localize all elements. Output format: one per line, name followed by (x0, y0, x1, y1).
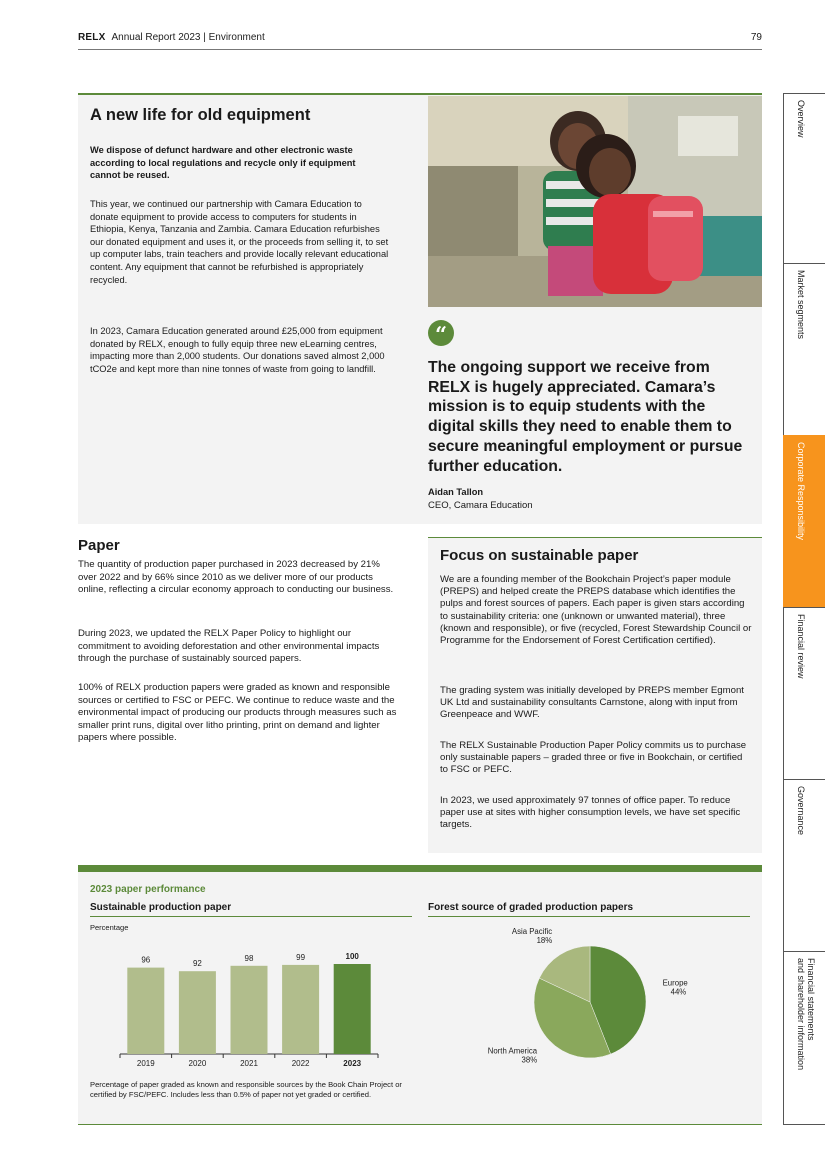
paper-paragraph: The quantity of production paper purchased in 2023 decreased by 21% over 2022 and by 66% since 2010 as we deliver more of our products online, reflecting a circular economy approach to conducting our business. (78, 559, 394, 596)
focus-paragraph: The RELX Sustainable Production Paper Policy commits us to purchase only sustainable papers – graded three or five in Bookchain, or certified to FSC or PEFC. (440, 740, 747, 776)
bar-value-label: 96 (141, 955, 151, 965)
equipment-paragraph: This year, we continued our partnership with Camara Education to donate equipment to provide access to computers for students in Ethiopia, Kenya, Tanzania and Zambia. Camara Education refurbishes our donated equipment and uses it, or the proceeds from selling it, to set up computer labs, train teachers and provide locally relevant educational content. Any equipment that cannot be refurbished is appropriately recycled. (90, 199, 389, 285)
bar (334, 964, 371, 1054)
bar-value-label: 98 (244, 953, 254, 963)
focus-paragraph: We are a founding member of the Bookchain Project’s paper module (PREPS) and helped create the PREPS database which identifies the pulps and forest sources of papers. Each paper is given stars according to sustainability criteria: one (unknown or unwanted material), three (known and responsible), or five (recycled, Forest Stewardship Council or Programme for the Endorsement of Forest Certification certified). (440, 574, 752, 647)
paper-paragraph: 100% of RELX production papers were graded as known and responsible sources or certified to FSC or PEFC. We continue to reduce waste and the environmental impact of producing our products through measures such as smaller print runs, digital over litho printing, print on demand and lighter papers where possible. (78, 682, 397, 744)
x-tick-label: 2020 (188, 1059, 207, 1068)
bar (127, 968, 164, 1054)
equipment-panel (78, 93, 762, 524)
x-tick-label: 2019 (136, 1059, 155, 1068)
bar-chart-title: Sustainable production paper (90, 902, 412, 917)
pie-value-label: 38% (521, 1055, 538, 1065)
bar (231, 966, 268, 1054)
section-tabs (783, 93, 825, 1125)
pie-label: North America (487, 1046, 538, 1056)
pie-value-label: 18% (536, 936, 553, 946)
pie-label: Asia Pacific (511, 927, 553, 937)
report-title: Annual Report 2023 | Environment (111, 32, 265, 43)
bar-unit-label: Percentage (90, 923, 129, 932)
bar (179, 971, 216, 1054)
tab-label: Corporate Responsibility (796, 442, 806, 541)
paper-heading: Paper (78, 537, 120, 554)
pie-chart (428, 927, 758, 1077)
tab-overview[interactable] (783, 93, 825, 263)
performance-panel (78, 865, 762, 1125)
x-tick-label: 2022 (291, 1059, 310, 1068)
paper-paragraph: During 2023, we updated the RELX Paper Policy to highlight our commitment to avoiding deforestation and other environmental impacts through the purchase of sustainably sourced papers. (78, 628, 380, 665)
bar-chart (78, 932, 418, 1077)
focus-panel (428, 537, 762, 853)
tab-financial-review[interactable] (783, 607, 825, 779)
students-photo (428, 96, 762, 307)
quote-icon: “ (428, 320, 454, 346)
x-tick-label: 2021 (240, 1059, 258, 1068)
quote-author-name: Aidan Tallon (428, 487, 484, 497)
bar-value-label: 92 (192, 959, 202, 969)
pull-quote: The ongoing support we receive from RELX is hugely appreciated. Camara’s mission is to equip students with the digital skills they need to enable them to secure meaningful employment or pursue further education. (428, 359, 743, 475)
equipment-lead: We dispose of defunct hardware and other electronic waste according to local regulations and recycle only if equipment cannot be reused. (90, 145, 356, 181)
tab-market-segments[interactable] (783, 263, 825, 435)
focus-paragraph: In 2023, we used approximately 97 tonnes of office paper. To reduce paper use at sites with higher consumption levels, we have set specific targets. (440, 795, 741, 831)
equipment-heading: A new life for old equipment (90, 106, 311, 124)
equipment-paragraph: In 2023, Camara Education generated around £25,000 from equipment donated by RELX, enough to fully equip three new eLearning centres, impacting more than 2,000 students. Our donations saved almost 2,000 tCO2e and kept more than nine tonnes of waste from going to landfill. (90, 326, 385, 374)
focus-paragraph: The grading system was initially developed by PREPS member Egmont UK Ltd and sustainability consultants Carnstone, along with input from Greenpeace and WWF. (440, 685, 744, 721)
pie-chart-title: Forest source of graded production papers (428, 902, 750, 917)
tab-label: Financial statements and shareholder information (796, 958, 816, 1071)
tab-financial-statements[interactable] (783, 951, 825, 1125)
tab-label: Market segments (796, 270, 806, 340)
page-number: 79 (750, 32, 762, 43)
tab-corporate-responsibility[interactable] (783, 435, 825, 607)
x-tick-label: 2023 (343, 1059, 362, 1068)
page-header (78, 32, 762, 50)
tab-label: Financial review (796, 614, 806, 679)
bar-value-label: 100 (345, 952, 359, 961)
quote-author-role: CEO, Camara Education (428, 500, 533, 511)
focus-heading: Focus on sustainable paper (440, 547, 639, 564)
bar-value-label: 99 (296, 952, 306, 962)
brand-name: RELX (78, 32, 106, 43)
performance-title: 2023 paper performance (90, 884, 206, 895)
pie-value-label: 44% (670, 987, 687, 997)
tab-label: Governance (796, 786, 806, 836)
bar-chart-note: Percentage of paper graded as known and responsible sources by the Book Chain Project or certified by FSC/PEFC. Includes less than 0.5% of paper not yet graded or certified. (90, 1080, 402, 1099)
tab-governance[interactable] (783, 779, 825, 951)
bar (282, 965, 319, 1054)
tab-label: Overview (796, 100, 806, 138)
pie-label: Europe (662, 978, 688, 988)
